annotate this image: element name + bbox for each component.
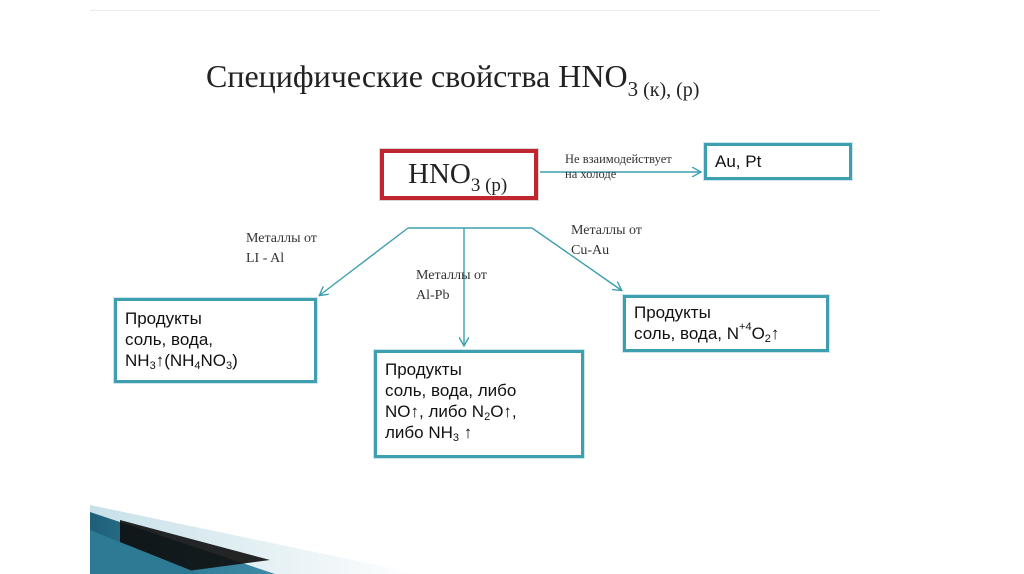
no-reaction-note-line2: на холоде	[565, 167, 617, 181]
middle-label-line2: Al-Pb	[416, 288, 450, 303]
right-label-line2: Cu-Au	[571, 243, 610, 258]
no-reaction-note-line1: Не взаимодействует	[565, 152, 672, 166]
left-products-title: Продукты	[125, 309, 202, 328]
hno3-subscript: 3 (р)	[470, 175, 508, 196]
left-label-line1: Металлы от	[246, 231, 317, 246]
title-subscript: 3	[627, 77, 639, 101]
title-main: Специфические свойства HNO	[206, 58, 628, 94]
middle-products-line2: соль, вода, либо	[385, 381, 517, 400]
middle-products-title: Продукты	[385, 360, 462, 379]
hno3-text: HNO	[408, 158, 471, 190]
left-products-line3: $NH_3↑(NH_4NO_3)$	[125, 351, 238, 372]
left-label-line2: LI - Al	[246, 251, 285, 266]
title-conditions: (к), (р)	[638, 79, 700, 101]
middle-products-line4: либо $NH_3$ ↑	[385, 423, 473, 444]
right-label-line1: Металлы от	[571, 223, 642, 238]
right-products-line2: соль, вода, $N^{+4}O_2↑$	[634, 321, 780, 345]
middle-products-line3: NO↑, либо $N_2O↑$,	[385, 402, 517, 423]
au-pt-text: Au, Pt	[715, 152, 762, 171]
middle-label-line1: Металлы от	[416, 268, 487, 283]
left-products-line2: соль, вода,	[125, 330, 214, 349]
right-products-title: Продукты	[634, 303, 711, 322]
